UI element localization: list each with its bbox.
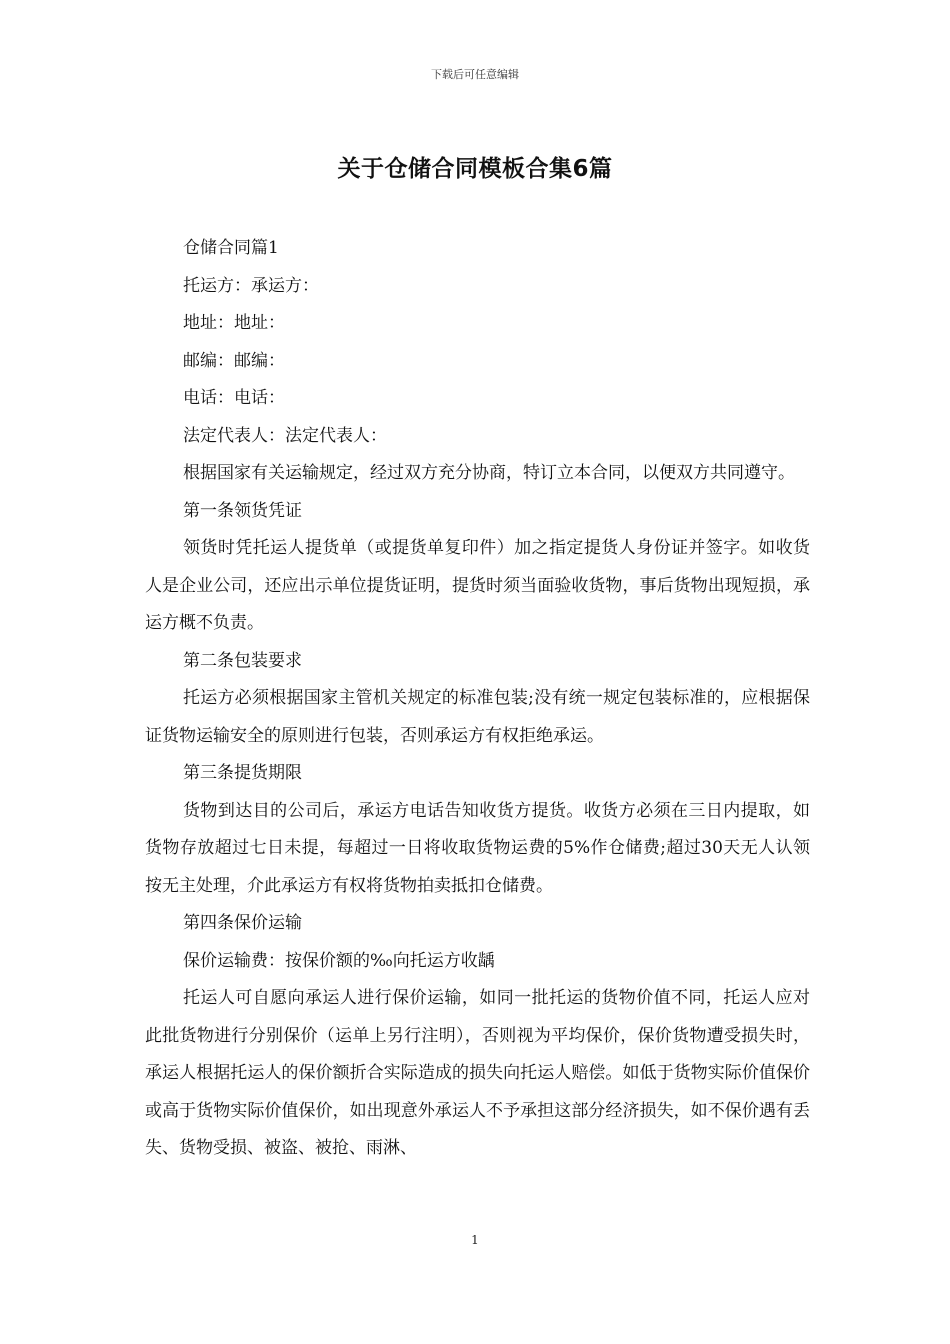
party-line-phone: 电话：电话： bbox=[183, 388, 285, 408]
article-body-1: 领货时凭托运人提货单（或提货单复印件）加之指定提货人身份证并签字。如收货人是企业公司，还应出示单位提货证明，提货时须当面验收货物，事后货物出现短损，承运方概不负责。 bbox=[145, 538, 810, 633]
article-body-4-detail: 托运人可自愿向承运人进行保价运输，如同一批托运的货物价值不同，托运人应对此批货物进行分别保价（运单上另行注明），否则视为平均保价，保价货物遭受损失时，承运人根据托运人的保价额折合实际造成的损失向托运人赔偿。如低于货物实际价值保价或高于货物实际价值保价，如出现意外承运人不予承担这部分经济损失，如不保价遇有丢失、货物受损、被盗、被抢、雨淋、 bbox=[145, 988, 810, 1158]
article-body-4-fee: 保价运输费：按保价额的‰向托运方收龋 bbox=[183, 950, 495, 971]
article-heading-3: 第三条提货期限 bbox=[183, 763, 302, 783]
party-line-address: 地址：地址： bbox=[183, 313, 285, 333]
article-body-2: 托运方必须根据国家主管机关规定的标准包装;没有统一规定包装标准的，应根据保证货物运输安全的原则进行包装，否则承运方有权拒绝承运。 bbox=[145, 688, 810, 746]
page-header-note: 下载后可任意编辑 bbox=[431, 68, 519, 81]
document-title: 关于仓储合同模板合集6篇 bbox=[337, 156, 613, 182]
document-body bbox=[145, 230, 810, 1168]
article-body-3: 货物到达目的公司后，承运方电话告知收货方提货。收货方必须在三日内提取，如货物存放超过七日未提，每超过一日将收取货物运费的5%作仓储费;超过30天无人认领按无主处理，介此承运方有权将货物拍卖抵扣仓储费。 bbox=[145, 800, 810, 896]
article-heading-1: 第一条领货凭证 bbox=[183, 500, 302, 521]
party-line-legal-rep: 法定代表人：法定代表人： bbox=[183, 425, 387, 446]
section-heading: 仓储合同篇1 bbox=[183, 238, 279, 258]
page-number: 1 bbox=[471, 1233, 479, 1247]
article-heading-4: 第四条保价运输 bbox=[183, 913, 302, 933]
party-line-shipper-carrier: 托运方：承运方： bbox=[183, 275, 319, 296]
party-line-postcode: 邮编：邮编： bbox=[183, 350, 285, 371]
article-heading-2: 第二条包装要求 bbox=[183, 650, 302, 671]
preamble-paragraph: 根据国家有关运输规定，经过双方充分协商，特订立本合同，以便双方共同遵守。 bbox=[183, 463, 795, 483]
